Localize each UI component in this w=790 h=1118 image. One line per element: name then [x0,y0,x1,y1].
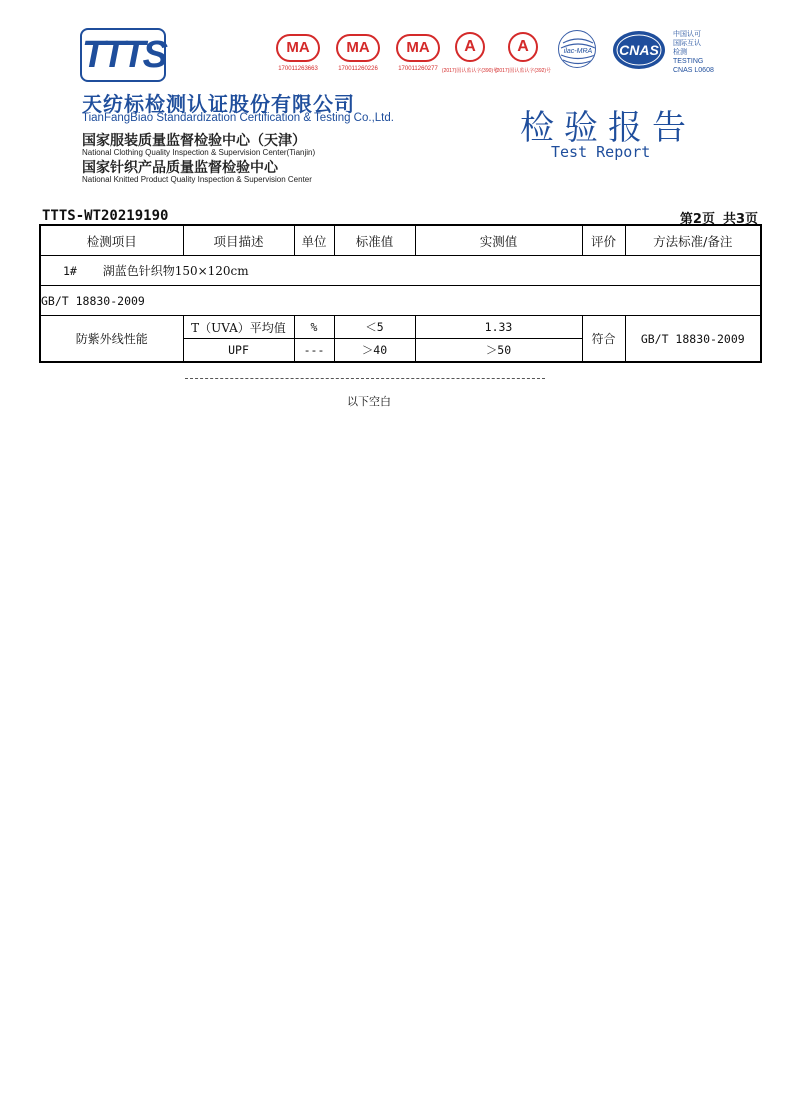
column-header: 评价 [582,225,625,256]
cnas-logo-icon [611,28,667,72]
cma-number: 170011260277 [398,66,438,72]
cma-number: 170011260226 [338,66,378,72]
clothing-center-en: National Clothing Quality Inspection & Supervision Center(Tianjin) [82,148,316,157]
page-current: 第2页 [679,212,715,227]
table-header-row [40,225,761,256]
cnas-text-line: CNAS L0608 [673,67,714,74]
report-number: TTTS-WT20219190 [42,208,169,224]
description-cell: UPF [183,339,294,363]
table-row [40,316,761,339]
ilac-label: ilac-MRA [563,48,593,55]
standard-row [40,286,761,316]
description-cell: T（UVA）平均值 [183,316,294,339]
sample-cell [40,256,761,286]
cal-mark-icon: A [455,32,485,62]
measured-value-cell: 1.33 [415,316,582,339]
cal-number: (2017)国认监认字(392)号 [494,68,552,74]
unit-cell: --- [294,339,334,363]
knitted-center-en: National Knitted Product Quality Inspection & Supervision Center [82,175,312,184]
cnas-text-line: 中国认可 [673,31,701,38]
standard-value-cell: ＞40 [334,339,415,363]
measured-value-cell: ＞50 [415,339,582,363]
evaluation-cell: 符合 [582,316,625,363]
page-total: 共3页 [722,212,758,227]
column-header: 方法标准/备注 [625,225,761,256]
column-header: 标准值 [334,225,415,256]
standard-value-cell: ＜5 [334,316,415,339]
cnas-text-line: 检测 [673,49,687,56]
cma-number: 170011263663 [278,66,318,72]
cma-mark-icon: MA [336,34,380,62]
method-cell: GB/T 18830-2009 [625,316,761,363]
blank-below-note: 以下空白 [347,395,391,408]
column-header: 单位 [294,225,334,256]
report-title-cn: 检验报告 [520,108,696,148]
sample-id: 1# [63,264,77,278]
cal-mark-icon: A [508,32,538,62]
clothing-center-cn: 国家服装质量监督检验中心（天津） [82,133,306,149]
sample-description: 湖蓝色针织物150×120cm [102,264,249,278]
standard-cell: GB/T 18830-2009 [40,286,761,316]
results-table [39,224,762,363]
column-header: 检测项目 [40,225,183,256]
cnas-text-block [673,30,714,75]
report-title-en: Test Report [551,143,651,161]
cnas-text-line: 国际互认 [673,40,701,47]
company-name-en: TianFangBiao Standardization Certification & Testing Co.,Ltd. [82,112,394,124]
cnas-label: CNAS [619,42,659,58]
company-name-cn: 天纺标检测认证股份有限公司 [82,92,355,116]
cnas-text-line: TESTING [673,58,704,65]
ttts-logo: TTTS [80,28,166,82]
cal-number: (2017)国认监认字(390)号 [441,68,499,74]
unit-cell: % [294,316,334,339]
column-header: 实测值 [415,225,582,256]
column-header: 项目描述 [183,225,294,256]
sample-row [40,256,761,286]
dashed-divider [185,378,545,379]
cma-mark-icon: MA [396,34,440,62]
knitted-center-cn: 国家针织产品质量监督检验中心 [82,160,278,176]
test-item-cell: 防紫外线性能 [40,316,183,363]
cma-mark-icon: MA [276,34,320,62]
ilac-mra-icon [558,30,596,68]
